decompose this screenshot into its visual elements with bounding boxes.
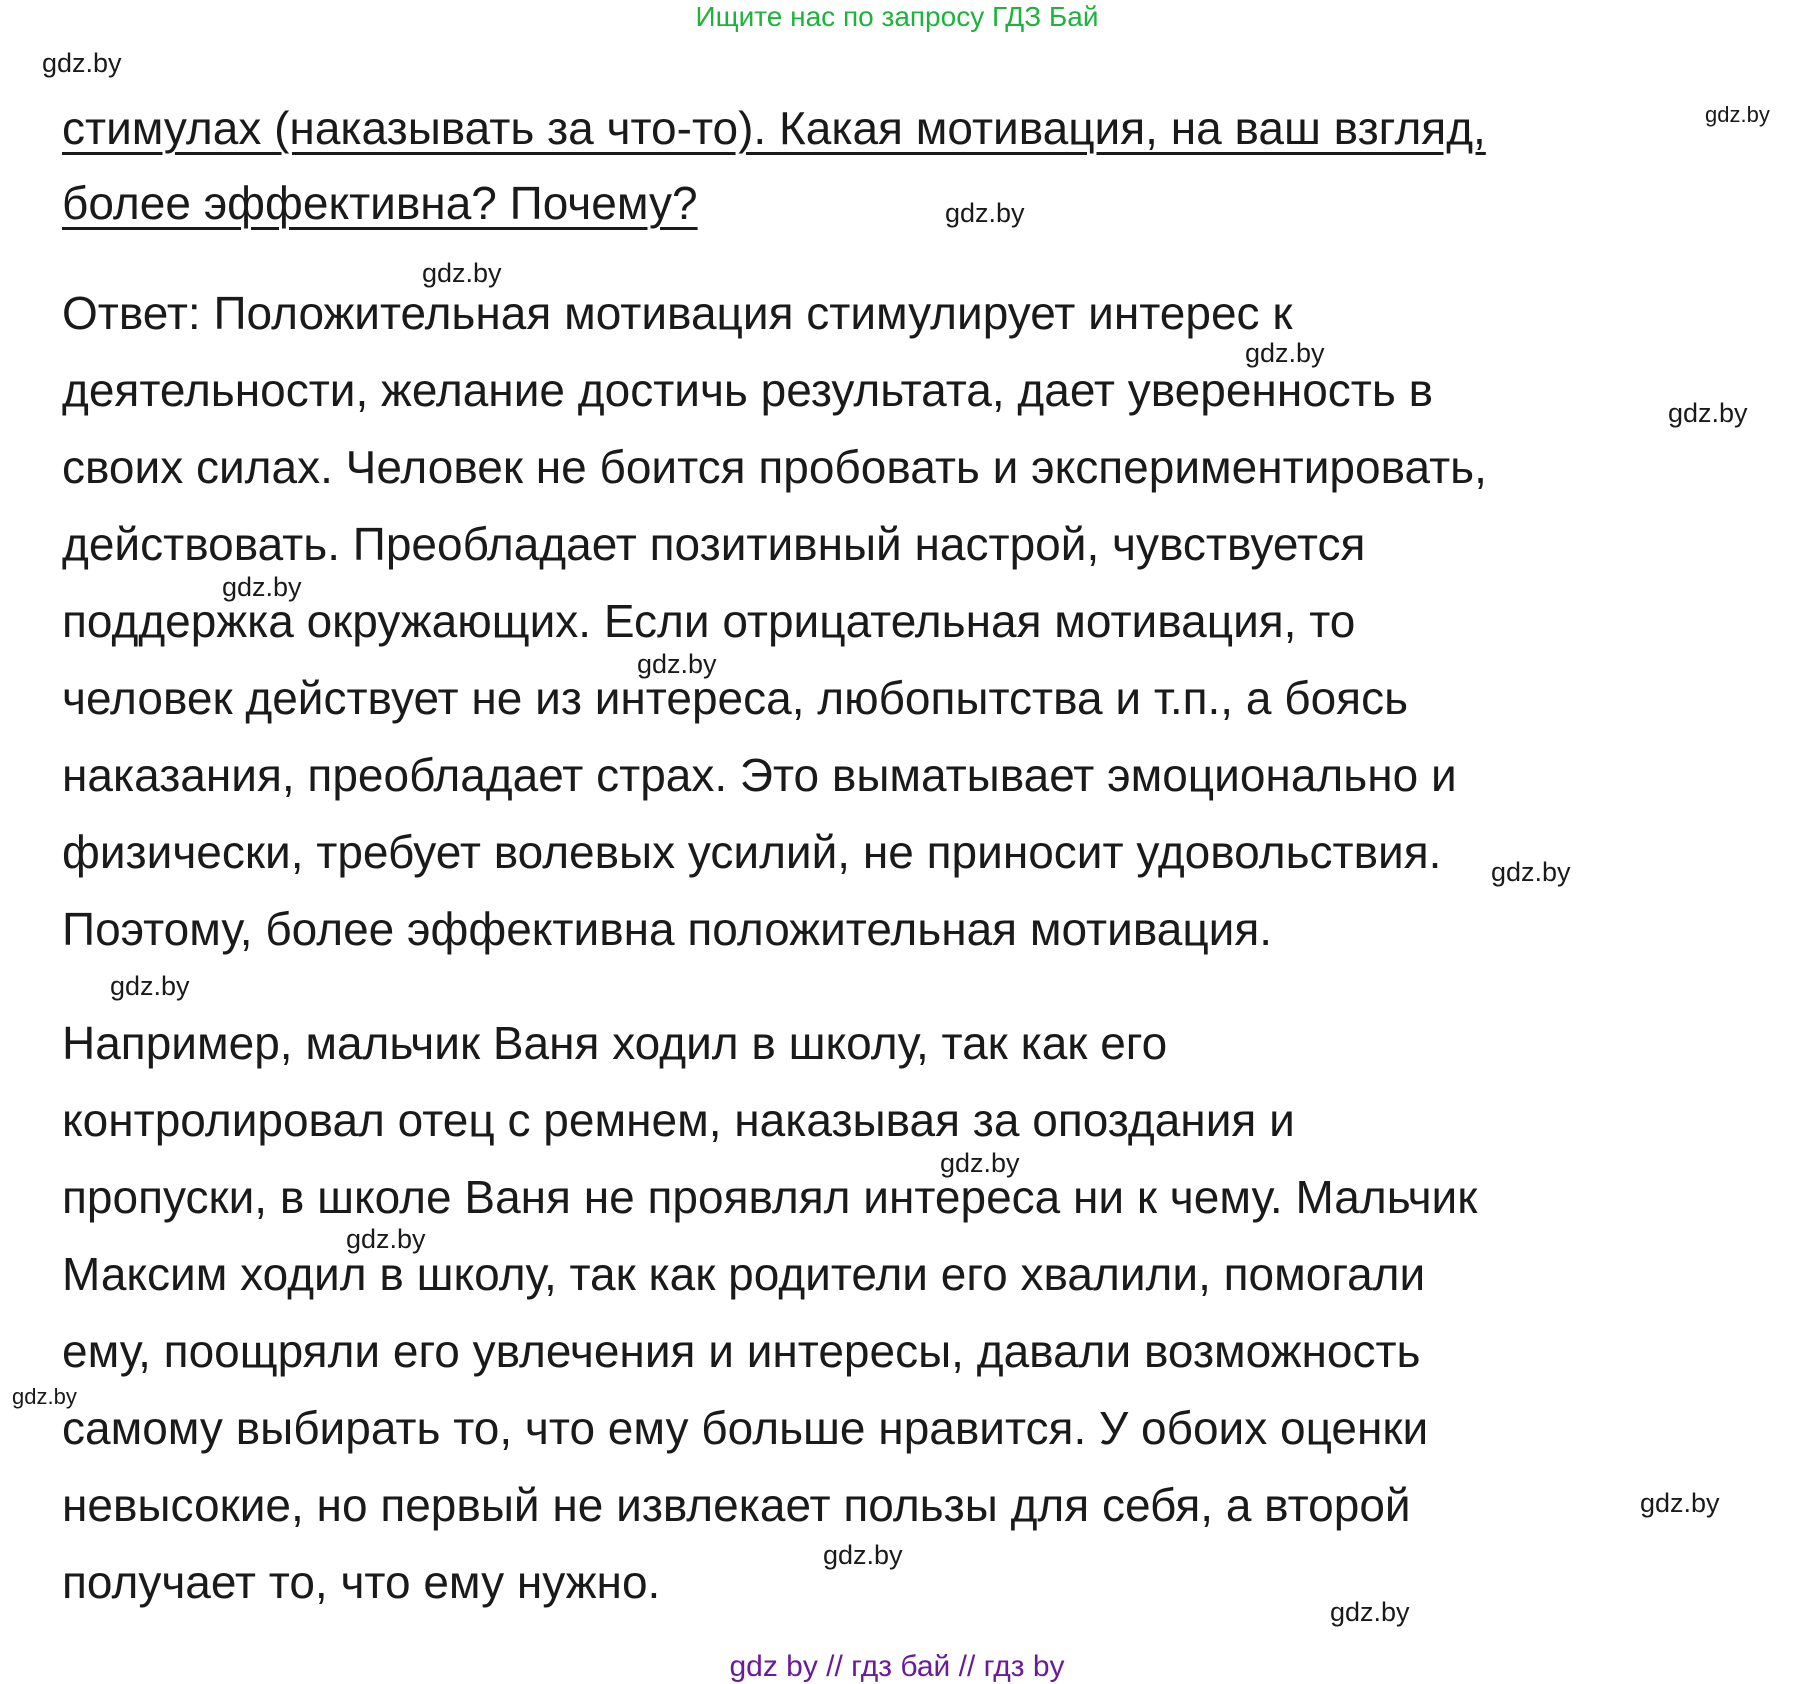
answer-line: действовать. Преобладает позитивный настрой, чувствуется [62,518,1366,570]
answer-line: Поэтому, более эффективна положительная мотивация. [62,903,1273,955]
answer-line: наказания, преобладает страх. Это выматывает эмоционально и [62,749,1457,801]
example-line: Максим ходил в школу, так как родители его хвалили, помогали [62,1248,1426,1300]
watermark: gdz.by [346,1224,426,1254]
watermark: gdz.by [1330,1597,1410,1627]
watermark: gdz.by [637,649,717,679]
example-line: ему, поощряли его увлечения и интересы, давали возможность [62,1325,1421,1377]
answer-line: Ответ: Положительная мотивация стимулирует интерес к [62,287,1293,339]
watermark: gdz.by [1705,102,1770,127]
answer-line: человек действует не из интереса, любопытства и т.п., а боясь [62,672,1409,724]
answer-line: поддержка окружающих. Если отрицательная мотивация, то [62,595,1356,647]
watermark: gdz.by [12,1384,77,1409]
example-line: невысокие, но первый не извлекает пользы для себя, а второй [62,1479,1411,1531]
answer-line: своих силах. Человек не боится пробовать и экспериментировать, [62,441,1487,493]
watermark: gdz.by [1245,338,1325,368]
watermark: gdz.by [1640,1488,1720,1518]
watermark: gdz.by [940,1148,1020,1178]
watermark: gdz.by [1491,857,1571,887]
example-line: контролировал отец с ремнем, наказывая за опоздания и [62,1094,1295,1146]
watermark: gdz.by [222,572,302,602]
watermark: gdz.by [823,1540,903,1570]
watermark: gdz.by [110,971,190,1001]
example-line: пропуски, в школе Ваня не проявлял интереса ни к чему. Мальчик [62,1171,1478,1223]
answer-line: физически, требует волевых усилий, не приносит удовольствия. [62,826,1442,878]
question-line: более эффективна? Почему? [62,177,698,229]
answer-line: деятельности, желание достичь результата, дает уверенность в [62,364,1434,416]
example-line: получает то, что ему нужно. [62,1556,661,1608]
header-banner: Ищите нас по запросу ГДЗ Бай [695,1,1099,32]
example-line: Например, мальчик Ваня ходил в школу, так как его [62,1017,1168,1069]
watermark: gdz.by [422,258,502,288]
watermark: gdz.by [945,198,1025,228]
watermark: gdz.by [42,48,122,78]
example-line: самому выбирать то, что ему больше нравится. У обоих оценки [62,1402,1429,1454]
question-line: стимулах (наказывать за что-то). Какая мотивация, на ваш взгляд, [62,102,1486,154]
footer-banner: gdz by // гдз бай // гдз by [729,1650,1065,1683]
watermark: gdz.by [1668,398,1748,428]
